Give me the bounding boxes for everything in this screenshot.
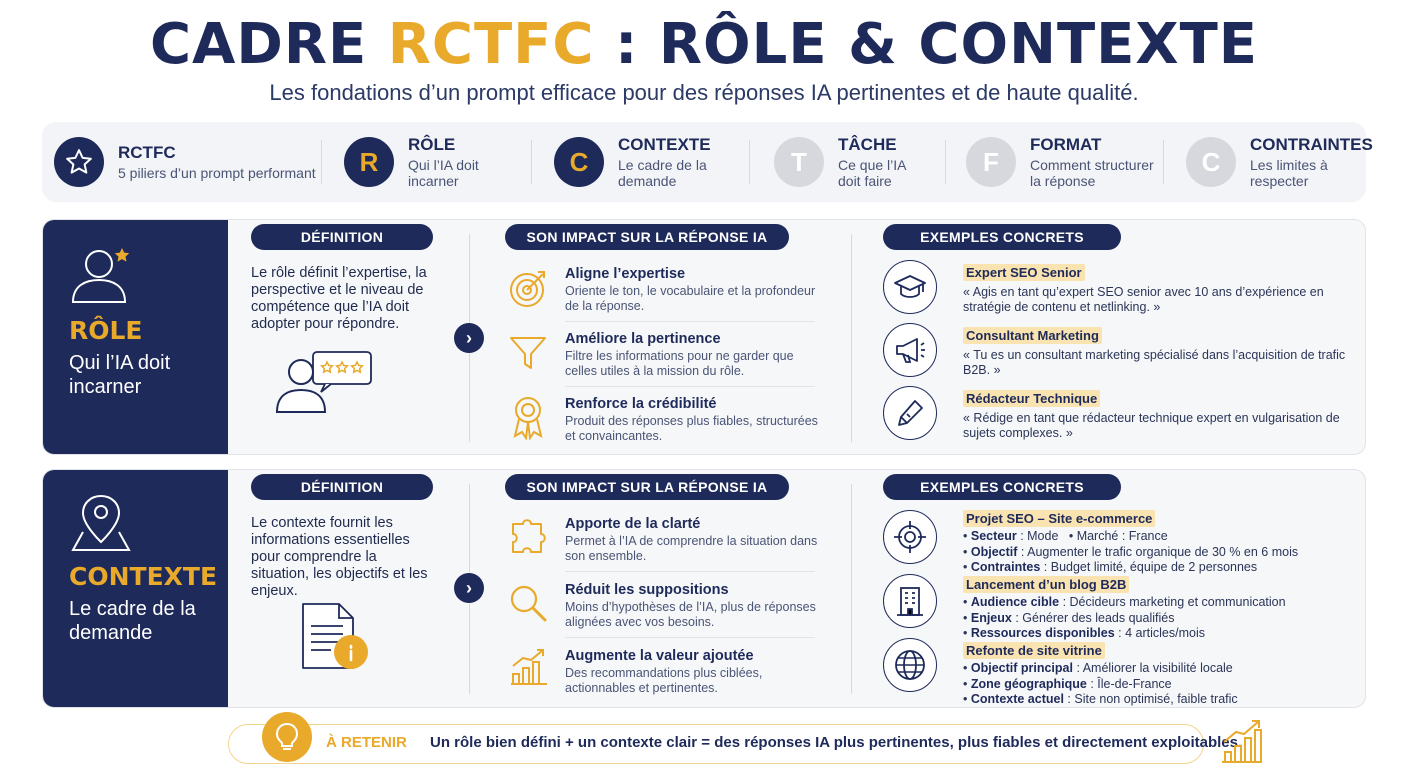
user-star-icon [69, 244, 135, 304]
contexte-section [42, 469, 1366, 708]
pillar-title: FORMAT [1030, 135, 1102, 154]
pen-icon [883, 386, 937, 440]
example-item: Lancement d’un blog B2B • Audience cible : Décideurs marketing et communication • Enjeux : Générer des leads qualifiés • Ressources disponibles : 4 articles/mois [963, 577, 1286, 640]
growth-chart-icon [1220, 718, 1264, 764]
pillar-contraintes [1164, 132, 1373, 192]
pillar-desc: Le cadre de la demande [618, 157, 707, 189]
example-item: Consultant Marketing « Tu es un consultant marketing spécialisé dans l’acquisition de trafic B2B. » [963, 328, 1346, 377]
contexte-title: CONTEXTE [69, 562, 218, 591]
contexte-definition: Le contexte fournit les informations essentielles pour comprendre la situation, les objectifs et les enjeux. [251, 515, 428, 599]
impact-item: Augmente la valeur ajoutée Des recommandations plus ciblées, actionnables et pertinentes. [565, 648, 763, 695]
pillar-format [946, 132, 1164, 192]
next-arrow-icon: › [454, 573, 484, 603]
pillar-desc: Les limites à respecter [1250, 157, 1328, 189]
pillar-letter: T [774, 137, 824, 187]
example-item: Expert SEO Senior « Agis en tant qu’expert SEO senior avec 10 ans d’expérience en stratégie de contenu et netlinking. » [963, 265, 1324, 314]
megaphone-icon [883, 323, 937, 377]
document-info-icon [299, 602, 375, 674]
pillar-letter: C [1186, 137, 1236, 187]
pillar-letter: C [554, 137, 604, 187]
star-icon [54, 137, 104, 187]
pillar-desc: Ce que l’IA doit faire [838, 157, 906, 189]
examples-label: EXEMPLES CONCRETS [883, 474, 1121, 500]
pillar-letter: F [966, 137, 1016, 187]
pillar-role [322, 132, 532, 192]
pillar-title: CONTEXTE [618, 135, 711, 154]
pillar-desc: Qui l’IA doit incarner [408, 157, 479, 189]
chart-icon [507, 646, 549, 688]
definition-label: DÉFINITION [251, 224, 433, 250]
graduation-cap-icon [883, 260, 937, 314]
page-subtitle: Les fondations d’un prompt efficace pour des réponses IA pertinentes et de haute qualité. [269, 80, 1139, 105]
location-pin-icon [69, 492, 133, 552]
pillar-title: CONTRAINTES [1250, 135, 1373, 154]
pillar-title: TÂCHE [838, 135, 897, 154]
impact-label: SON IMPACT SUR LA RÉPONSE IA [505, 474, 789, 500]
example-item: Rédacteur Technique « Rédige en tant que rédacteur technique expert en vulgarisation de sujets complexes. » [963, 391, 1340, 440]
target-icon [507, 268, 549, 310]
user-rating-icon [273, 348, 377, 416]
role-definition: Le rôle définit l’expertise, la perspective et le niveau de compétence que l’IA doit adopter pour répondre. [251, 265, 427, 332]
takeaway-label: À RETENIR [326, 734, 407, 751]
impact-item: Renforce la crédibilité Produit des réponses plus fiables, structurées et convaincantes. [565, 396, 818, 443]
pillar-title: RÔLE [408, 135, 456, 154]
crosshair-icon [883, 510, 937, 564]
pillar-desc: Comment structurer la réponse [1030, 157, 1154, 189]
puzzle-icon [507, 516, 549, 558]
role-subtitle: Qui l’IA doit incarner [69, 352, 171, 398]
lightbulb-icon [262, 712, 312, 762]
funnel-icon [507, 332, 549, 374]
pillar-rctfc [42, 132, 322, 192]
role-section [42, 219, 1366, 455]
definition-label: DÉFINITION [251, 474, 433, 500]
takeaway-text: Un rôle bien défini + un contexte clair = des réponses IA plus pertinentes, plus fiables et directement exploitables. [430, 734, 1243, 751]
impact-item: Réduit les suppositions Moins d’hypothèses de l’IA, plus de réponses alignées avec vos besoins. [565, 582, 816, 629]
impact-item: Aligne l’expertise Oriente le ton, le vocabulaire et la profondeur de la réponse. [565, 266, 816, 313]
impact-label: SON IMPACT SUR LA RÉPONSE IA [505, 224, 789, 250]
pillar-contexte [532, 132, 750, 192]
contexte-sidebar [43, 470, 228, 707]
page-title: CADRE RCTFC : RÔLE & CONTEXTE [149, 12, 1259, 77]
pillar-tache [750, 132, 946, 192]
pillar-letter: R [344, 137, 394, 187]
magnifier-icon [507, 582, 549, 624]
medal-icon [507, 394, 549, 440]
pillar-desc: 5 piliers d’un prompt performant [118, 165, 316, 181]
examples-label: EXEMPLES CONCRETS [883, 224, 1121, 250]
contexte-subtitle: Le cadre de la demande [69, 598, 196, 644]
building-icon [883, 574, 937, 628]
impact-item: Améliore la pertinence Filtre les informations pour ne garder que celles utiles à la mission du rôle. [565, 331, 794, 378]
next-arrow-icon: › [454, 323, 484, 353]
role-title: RÔLE [69, 316, 143, 345]
globe-icon [883, 638, 937, 692]
role-sidebar [43, 220, 228, 454]
pillar-title: RCTFC [118, 143, 176, 162]
pillars-strip [42, 122, 1373, 202]
example-item: Projet SEO – Site e-commerce • Secteur : Mode • Marché : France • Objectif : Augmenter le trafic organique de 30 % en 6 mois • Contraintes : Budget limité, équipe de 2 personnes [963, 511, 1299, 574]
example-item: Refonte de site vitrine • Objectif principal : Améliorer la visibilité locale • Zone géographique : Île-de-France • Contexte actuel : Site non optimisé, faible trafic [963, 643, 1238, 706]
impact-item: Apporte de la clarté Permet à l’IA de comprendre la situation dans son ensemble. [565, 516, 818, 563]
